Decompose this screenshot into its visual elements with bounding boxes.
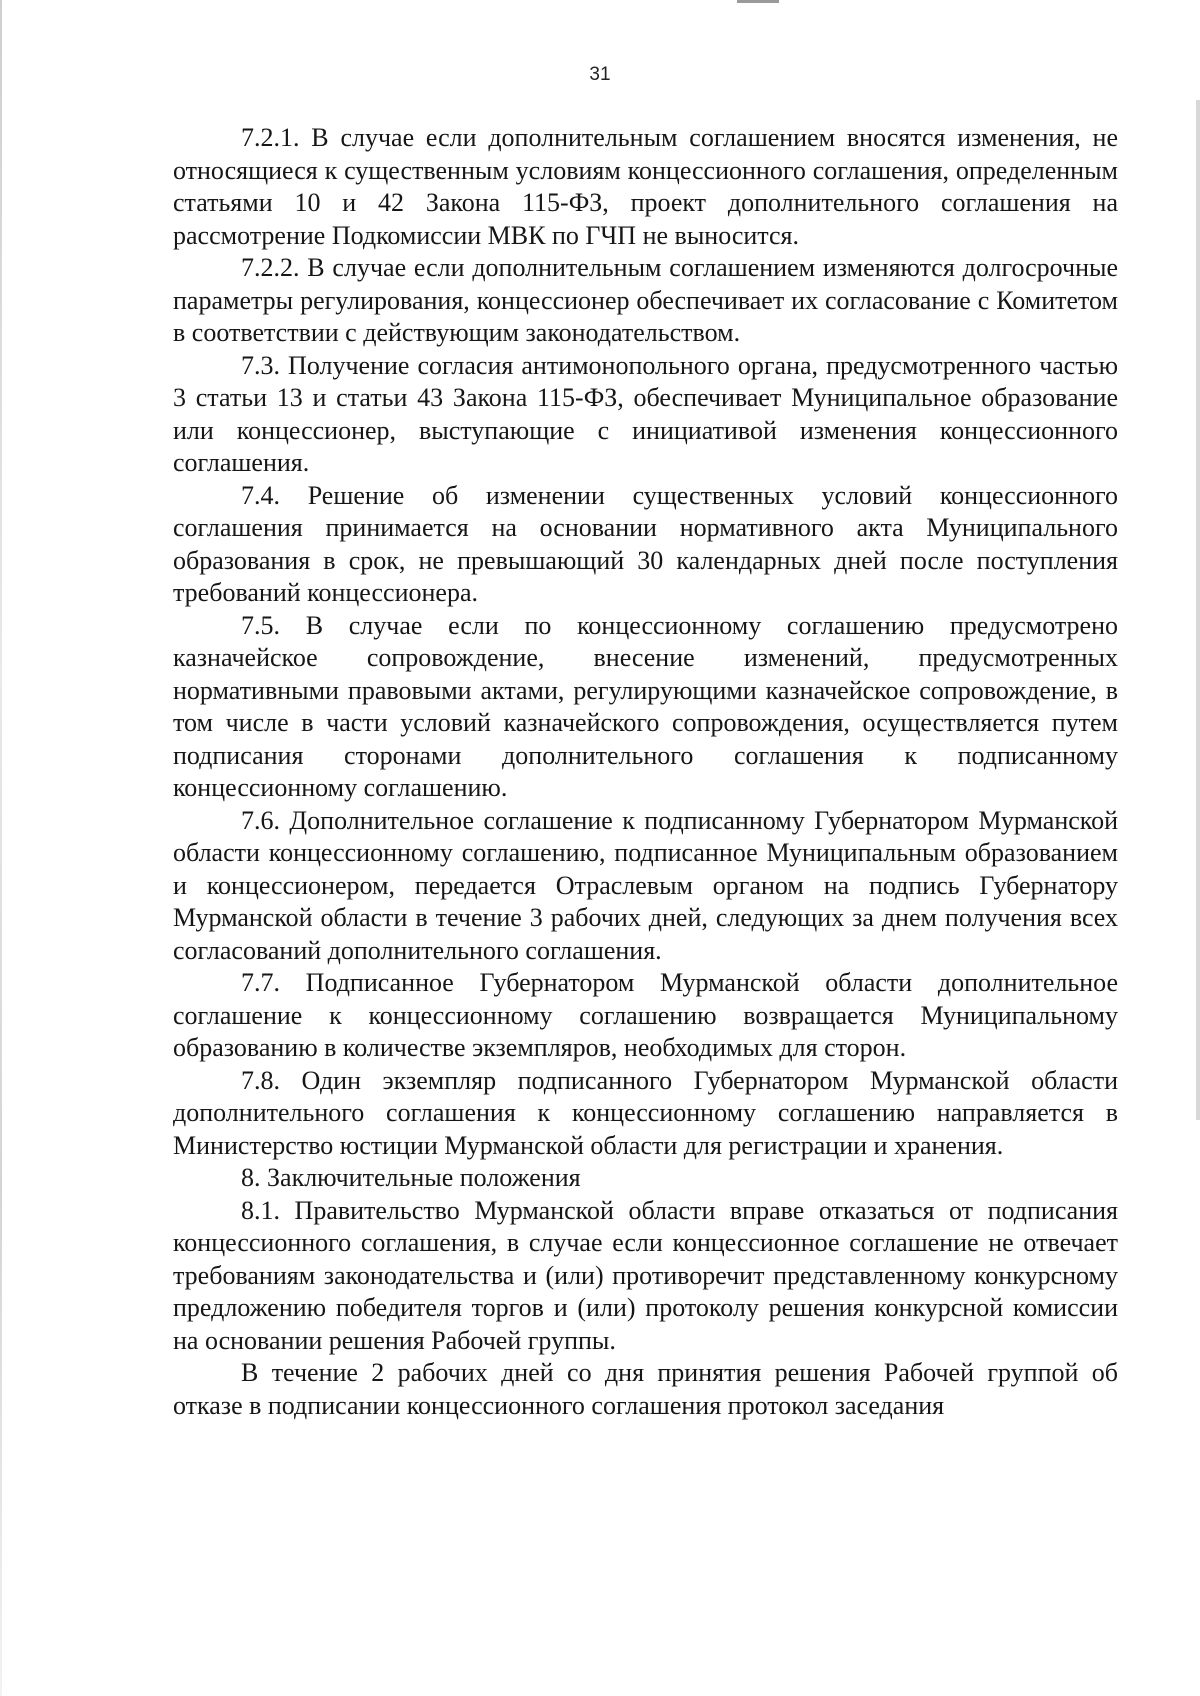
document-body — [173, 122, 1118, 1422]
paragraph-7-2-2: 7.2.2. В случае если дополнительным соглашением изменяются долгосрочные параметры регулирования, концессионер обеспечивает их согласование с Комитетом в соответствии с действующим законодательством. — [173, 253, 1118, 347]
paragraph-8-1: 8.1. Правительство Мурманской области вправе отказаться от подписания концессионного соглашения, в случае если концессионное соглашение не отвечает требованиям законодательства и (или) противоречит представленному конкурсному предложению победителя торгов и (или) протоколу решения конкурсной комиссии на основании решения Рабочей группы. — [173, 1195, 1118, 1355]
paragraph-7-8: 7.8. Один экземпляр подписанного Губернатором Мурманской области дополнительного соглашения к концессионному соглашению направляется в Министерство юстиции Мурманской области для регистрации и хранения. — [173, 1065, 1118, 1160]
scan-edge-right — [1196, 100, 1200, 1120]
page-number: 31 — [589, 64, 611, 85]
paragraph-7-3: 7.3. Получение согласия антимонопольного органа, предусмотренного частью 3 статьи 13 и статьи 43 Закона 115-ФЗ, обеспечивает Муниципальное образование или концессионер, выступающие с инициативой изменения концессионного соглашения. — [173, 350, 1118, 477]
section-heading-8: 8. Заключительные положения — [241, 1163, 581, 1192]
paragraph-7-4: 7.4. Решение об изменении существенных условий концессионного соглашения принимается на основании нормативного акта Муниципального образования в срок, не превышающий 30 календарных дней после поступления требований концессионера. — [173, 480, 1118, 607]
paragraph-7-6: 7.6. Дополнительное соглашение к подписанному Губернатором Мурманской области концессионному соглашению, подписанное Муниципальным образованием и концессионером, передается Отраслевым органом на подпись Губернатору Мурманской области в течение 3 рабочих дней, следующих за днем получения всех согласований дополнительного соглашения. — [173, 805, 1118, 965]
scan-top-mark — [737, 0, 779, 3]
paragraph-7-5: 7.5. В случае если по концессионному соглашению предусмотрено казначейское сопровождение, внесение изменений, предусмотренных нормативными правовыми актами, регулирующими казначейское сопровождение, в том числе в части условий казначейского сопровождения, осуществляется путем подписания сторонами дополнительного соглашения к подписанному концессионному соглашению. — [173, 610, 1118, 802]
paragraph-7-2-1: 7.2.1. В случае если дополнительным соглашением вносятся изменения, не относящиеся к существенным условиям концессионного соглашения, определенным статьями 10 и 42 Закона 115-ФЗ, проект дополнительного соглашения на рассмотрение Подкомиссии МВК по ГЧП не выносится. — [173, 123, 1118, 250]
paragraph-7-7: 7.7. Подписанное Губернатором Мурманской области дополнительное соглашение к концессионному соглашению возвращается Муниципальному образованию в количестве экземпляров, необходимых для сторон. — [173, 968, 1118, 1062]
paragraph-8-1-continued: В течение 2 рабочих дней со дня принятия решения Рабочей группой об отказе в подписании концессионного соглашения протокол заседания — [173, 1358, 1118, 1420]
scan-edge-left — [0, 0, 2, 1696]
